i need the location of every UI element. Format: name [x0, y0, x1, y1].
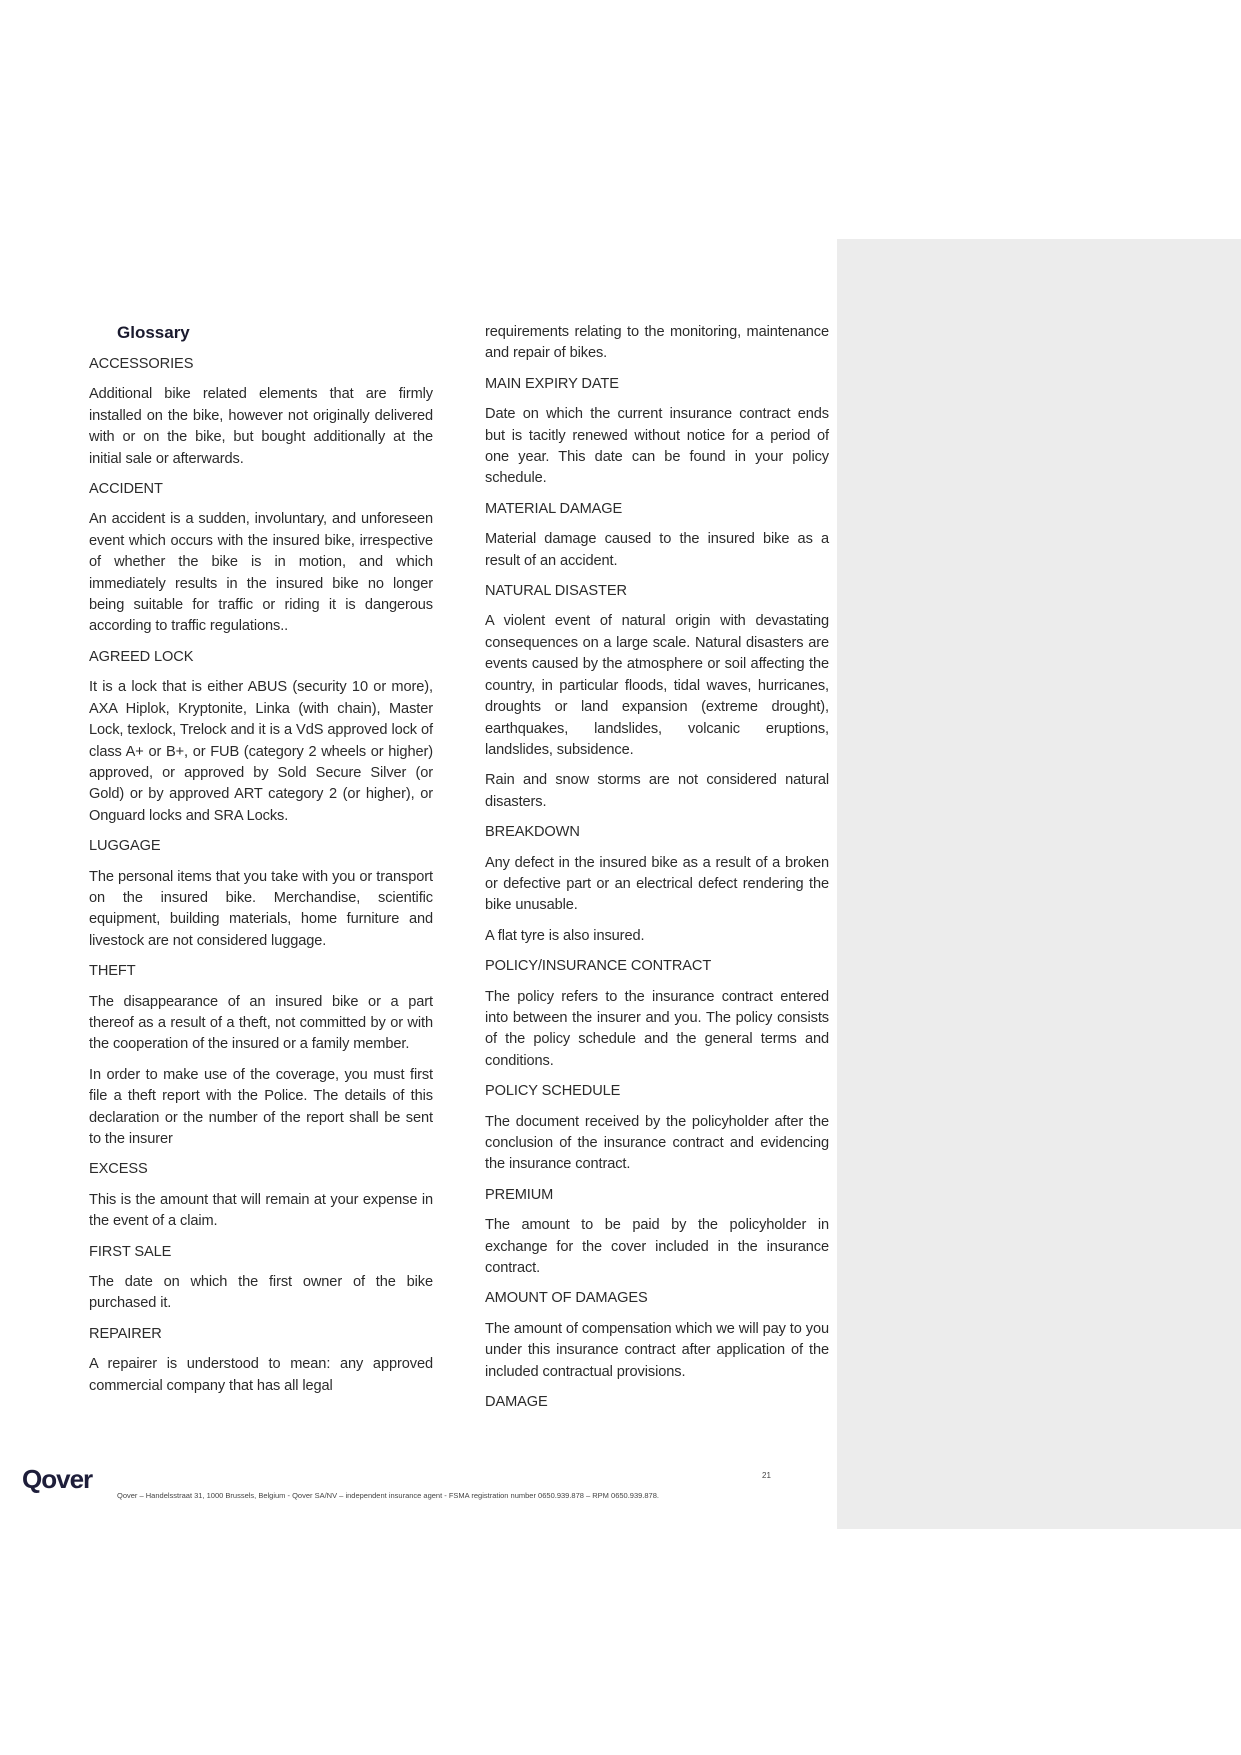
definition: The date on which the first owner of the bike purchased it.: [89, 1274, 433, 1312]
page-number: 21: [762, 1471, 771, 1480]
definition: This is the amount that will remain at your expense in the event of a claim.: [89, 1191, 433, 1230]
definition: The amount of compensation which we will pay to you under this insurance contract after application of the included contractual provisions.: [485, 1320, 829, 1380]
left-column: [89, 322, 433, 1406]
qover-logo: Qover: [22, 1464, 93, 1494]
term-policy-schedule: POLICY SCHEDULE: [485, 1083, 621, 1100]
term-accessories: ACCESSORIES: [89, 356, 194, 372]
definition: An accident is a sudden, involuntary, and unforeseen event which occurs with the insured bike, irrespective of whether the bike is in motion, and which immediately results in the insured bike no longer being suitable for traffic or riding it is dangerous according to traffic regulations..: [89, 511, 433, 635]
definition: The document received by the policyholder after the conclusion of the insurance contract and evidencing the insurance contract.: [485, 1113, 829, 1173]
term-material-damage: MATERIAL DAMAGE: [485, 500, 623, 517]
comment-pane: [837, 239, 1241, 1529]
definition: Material damage caused to the insured bike as a result of an accident.: [485, 531, 829, 569]
term-damage: DAMAGE: [485, 1394, 548, 1411]
definition: The disappearance of an insured bike or a part thereof as a result of a theft, not committed by or with the cooperation of the insured or a family member.: [89, 993, 433, 1053]
definition: Additional bike related elements that are firmly installed on the bike, however not originally delivered with or on the bike, but bought additionally at the initial sale or afterwards.: [89, 386, 433, 467]
term-natural-disaster: NATURAL DISASTER: [485, 583, 627, 600]
term-luggage: LUGGAGE: [89, 838, 161, 855]
term-policy-contract: POLICY/INSURANCE CONTRACT: [485, 958, 712, 975]
definition: The amount to be paid by the policyholder in exchange for the cover included in the insurance contract.: [485, 1217, 829, 1277]
definition: The policy refers to the insurance contract entered into between the insurer and you. The policy consists of the policy schedule and the general terms and conditions.: [485, 988, 829, 1069]
definition: A repairer is understood to mean: any approved commercial company that has all legal: [89, 1356, 433, 1394]
glossary-heading: Glossary: [117, 323, 190, 342]
term-agreed-lock: AGREED LOCK: [89, 648, 194, 665]
term-breakdown: BREAKDOWN: [485, 824, 580, 841]
definition: Date on which the current insurance contract ends but is tacitly renewed without notice for a period of one year. This date can be found in your policy schedule.: [485, 406, 829, 487]
definition: Rain and snow storms are not considered natural disasters.: [485, 772, 829, 810]
term-accident: ACCIDENT: [89, 481, 163, 498]
right-column: [485, 322, 829, 1422]
term-premium: PREMIUM: [485, 1186, 554, 1203]
definition: A violent event of natural origin with devastating consequences on a large scale. Natural disasters are events caused by the atmosphere or soil affecting the country, in particular floods, tidal waves, hurricanes, droughts or land expansion (extreme drought), earthquakes, landslides, volcanic eruptions, landslides, subsidence.: [485, 613, 829, 758]
footer-text: Qover – Handelsstraat 31, 1000 Brussels, Belgium - Qover SA/NV – independent insurance agent - FSMA registration number 0650.939.878 – RPM 0650.939.878.: [117, 1491, 659, 1500]
term-repairer: REPAIRER: [89, 1325, 162, 1342]
term-main-expiry-date: MAIN EXPIRY DATE: [485, 375, 619, 392]
term-first-sale: FIRST SALE: [89, 1243, 172, 1260]
term-theft: THEFT: [89, 963, 136, 980]
definition: A flat tyre is also insured.: [485, 927, 645, 944]
definition: The personal items that you take with you or transport on the insured bike. Merchandise, scientific equipment, building materials, home furniture and livestock are not considered luggage.: [89, 868, 433, 949]
term-amount-of-damages: AMOUNT OF DAMAGES: [485, 1290, 648, 1307]
definition: In order to make use of the coverage, you must first file a theft report with the Police. The details of this declaration or the number of the report shall be sent to the insurer: [89, 1066, 433, 1147]
term-excess: EXCESS: [89, 1161, 148, 1178]
definition: requirements relating to the monitoring, maintenance and repair of bikes.: [485, 324, 829, 362]
definition: It is a lock that is either ABUS (security 10 or more), AXA Hiplok, Kryptonite, Linka (with chain), Master Lock, texlock, Trelock and it is a VdS approved lock of class A+ or B+, or FUB (category 2 wheels or higher) approved, or approved by Sold Secure Silver (or Gold) or by approved ART category 2 (or higher), or Onguard locks and SRA Locks.: [89, 679, 433, 824]
definition: Any defect in the insured bike as a result of a broken or defective part or an electrical defect rendering the bike unusable.: [485, 854, 829, 914]
